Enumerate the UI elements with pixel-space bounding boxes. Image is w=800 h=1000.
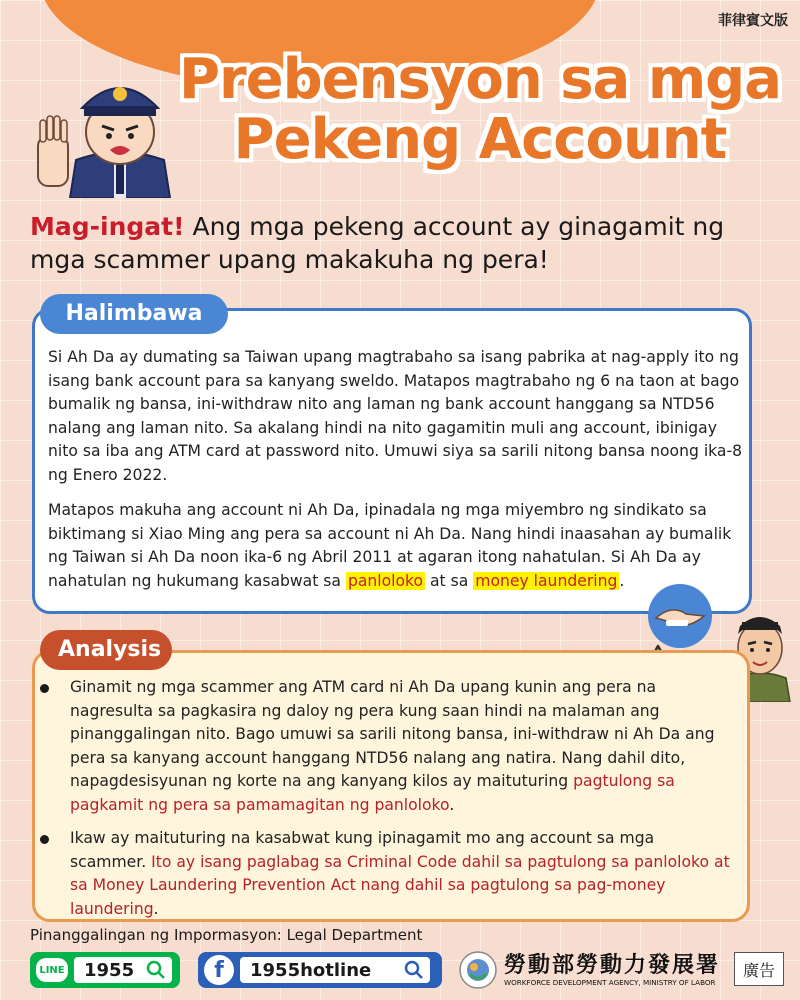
analysis-item-1-end: . — [449, 795, 455, 814]
analysis-item-1-text: Ginamit ng mga scammer ang ATM card ni Ah Da upang kunin ang pera na nagresulta sa pagkasira ng daloy ng pera kung saan hindi na malaman ang pinanggalingan nito. Bago umuwi sa sarili nitong bansa, ini-withdraw ni Ah Da ang pera sa kanyang account hanggang NTD56 nalang ang natira. Nang dahil dito, napagdesisyunan ng korte na ang kanyang kilos ay maituturing — [70, 678, 715, 790]
page-title — [170, 47, 790, 172]
example-text-mid: at sa — [425, 571, 474, 590]
police-illustration — [30, 48, 190, 198]
facebook-id: 1955hotline — [250, 959, 372, 981]
facebook-contact[interactable] — [198, 952, 442, 988]
analysis-item-2-end: . — [153, 899, 159, 918]
example-text-end: . — [619, 571, 625, 590]
ministry-name-en: WORKFORCE DEVELOPMENT AGENCY, MINISTRY OF LABOR — [504, 978, 716, 987]
analysis-list — [40, 676, 730, 931]
title-line-1: Prebensyon sa mga — [178, 47, 782, 112]
analysis-item — [40, 827, 730, 921]
warning-heading — [30, 210, 770, 276]
warning-lead: Mag-ingat! — [30, 212, 185, 241]
ad-label: 廣告 — [734, 952, 784, 986]
analysis-item — [40, 676, 730, 817]
example-tab: Halimbawa — [40, 294, 228, 334]
ministry-logo — [458, 950, 498, 990]
line-contact[interactable] — [30, 952, 180, 988]
source-text: Pinanggalingan ng Impormasyon: Legal Department — [30, 926, 423, 944]
analysis-tab: Analysis — [40, 630, 172, 670]
ministry-name-cn: 勞動部勞動力發展署 — [504, 953, 721, 978]
analysis-item-2-text: Ikaw ay maituturing na kasabwat kung ipinagamit mo ang account sa mga scammer. — [70, 829, 655, 871]
analysis-item-1-emphasis: pagtulong sa pagkamit ng pera sa pamamagitan ng panloloko — [70, 772, 675, 814]
warning-text: Ang mga pekeng account ay ginagamit ng mga scammer upang makakuha ng pera! — [30, 212, 725, 274]
analysis-item-2-emphasis: Ito ay isang paglabag sa Criminal Code dahil sa pagtulong sa panloloko at sa Money Laundering Prevention Act nang dahil sa pagtulong sa pag-money laundering — [70, 852, 730, 918]
example-paragraph-2 — [48, 499, 748, 593]
example-paragraph-1: Si Ah Da ay dumating sa Taiwan upang magtrabaho sa isang pabrika at nag-apply ito ng isang bank account para sa kanyang sweldo. Matapos magtrabaho ng 6 na taon at bago bumalik ng bansa, ini-withdraw nito ang laman ng bank account hanggang sa NTD56 nalang ang laman nito. Sa akalang hindi na nito gagamitin muli ang account, ibinigay nito sa iba ang ATM card at password nito. Umuwi siya sa sarili nitong bansa noong ika-8 ng Enero 2022. — [48, 348, 743, 484]
line-id: 1955 — [84, 959, 135, 981]
ministry-logo-block — [458, 948, 728, 992]
facebook-id-field[interactable] — [240, 957, 430, 983]
edition-label: 菲律賓文版 — [718, 13, 788, 29]
search-icon — [146, 960, 166, 980]
line-logo: LINE — [36, 958, 68, 982]
highlight-money-laundering: money laundering — [475, 571, 618, 590]
example-text-start: Matapos makuha ang account ni Ah Da, ipinadala ng mga miyembro ng sindikato sa biktimang si Xiao Ming ang pera sa account ni Ah Da. Nang hindi inaasahan ay bumalik ng Taiwan si Ah Da noon ika-6 ng Abril 2011 at agaran itong nahatulan. Si Ah Da ay nahatulan ng hukumang kasabwat sa — [48, 501, 732, 590]
highlight-panloloko: panloloko — [347, 571, 424, 590]
example-body — [48, 346, 748, 605]
title-line-2: Pekeng Account — [233, 107, 727, 172]
search-icon — [404, 960, 424, 980]
line-id-field[interactable] — [74, 957, 172, 983]
facebook-logo: f — [204, 955, 234, 985]
